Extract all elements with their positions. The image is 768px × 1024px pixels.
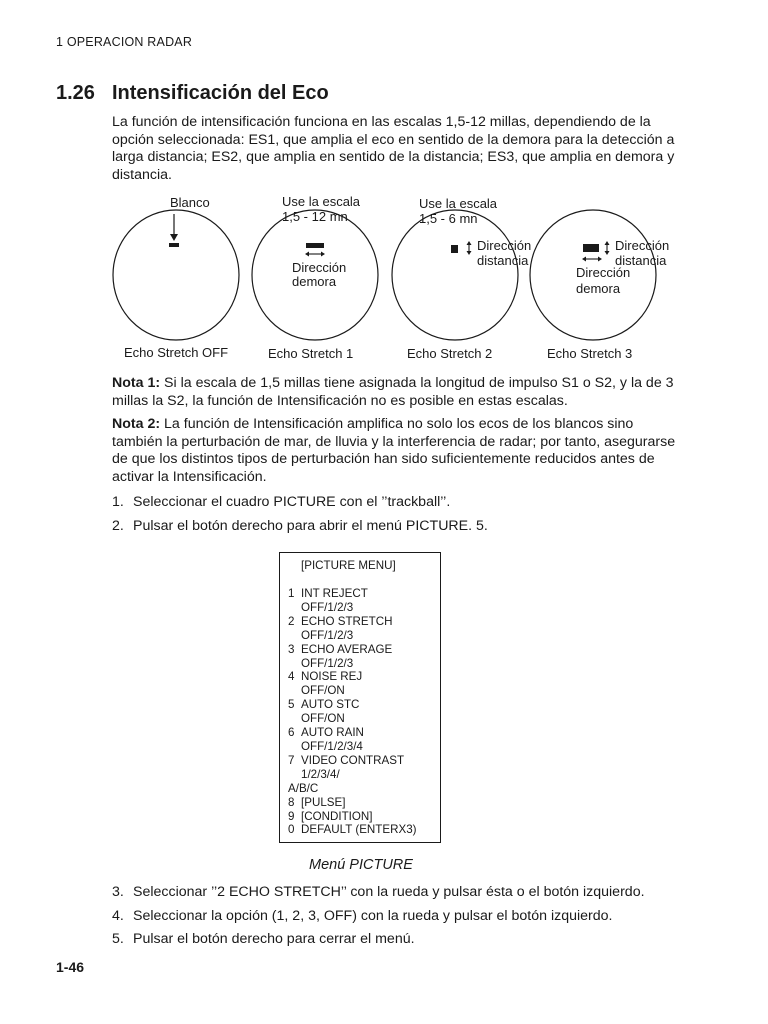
- step-item: [112, 908, 692, 926]
- caption-echo-stretch-1: Echo Stretch 1: [268, 346, 354, 361]
- step-text: Seleccionar la opción (1, 2, 3, OFF) con la rueda y pulsar el botón izquierdo.: [133, 907, 613, 924]
- menu-item-options-2: A/B/C: [288, 781, 319, 795]
- steps-list-1: [112, 494, 692, 541]
- menu-item-number: 4: [288, 670, 295, 684]
- step-text: Pulsar el botón derecho para cerrar el menú.: [133, 931, 415, 947]
- menu-item: [288, 823, 417, 837]
- target-echo-es3: [583, 244, 599, 252]
- section-heading: [56, 82, 329, 105]
- menu-item-options: OFF/ON: [301, 684, 345, 698]
- menu-item: [288, 726, 417, 740]
- target-echo-es2: [451, 245, 458, 253]
- menu-item-options: OFF/ON: [301, 712, 345, 726]
- menu-item: [288, 643, 417, 657]
- bearing-arrow-icon: [305, 252, 325, 257]
- note-2: [112, 416, 678, 486]
- menu-item-label: DEFAULT (ENTERX3): [301, 823, 417, 837]
- menu-item-number: 1: [288, 587, 295, 600]
- scope-circle-es2: [392, 210, 518, 340]
- menu-item-label: [PULSE]: [301, 795, 346, 809]
- menu-item: [288, 796, 417, 810]
- scale-note-es2-line2: 1,5 - 6 mn: [419, 211, 478, 226]
- menu-item-options: 1/2/3/4/: [301, 767, 340, 781]
- step-item: [112, 931, 692, 949]
- es3-bearing-line1: Dirección: [576, 265, 631, 280]
- menu-item-number: 3: [288, 642, 295, 656]
- scale-note-es1-line2: 1,5 - 12 mn: [282, 209, 348, 224]
- scale-note-es1-line1: Use la escala: [282, 194, 361, 209]
- menu-item-number: 2: [288, 614, 295, 628]
- menu-item: [288, 810, 417, 824]
- menu-item-number: 8: [288, 795, 295, 809]
- step-number: 5.: [112, 931, 124, 947]
- caption-echo-stretch-off: Echo Stretch OFF: [124, 345, 229, 360]
- step-number: 3.: [112, 884, 124, 900]
- menu-item: [288, 754, 417, 768]
- menu-item-label: NOISE REJ: [301, 670, 363, 684]
- menu-item-options: OFF/1/2/3/4: [301, 739, 363, 753]
- menu-item: [288, 670, 417, 684]
- range-arrow-icon: [467, 241, 472, 255]
- step-item: [112, 518, 692, 536]
- note-1: [112, 375, 678, 410]
- section-number: 1.26: [56, 82, 95, 104]
- section-title: Intensificación del Eco: [112, 82, 329, 104]
- picture-menu-title: [PICTURE MENU]: [301, 559, 396, 572]
- es2-direction-line2: distancia: [477, 253, 529, 268]
- caption-echo-stretch-2: Echo Stretch 2: [407, 346, 493, 361]
- menu-item-label: ECHO STRETCH: [301, 614, 393, 628]
- intro-paragraph: La función de intensificación funciona en las escalas 1,5-12 millas, dependiendo de la opción seleccionada: ES1, que amplia el eco en sentido de la demora para la detección a larga distancia; ES2, que amplia en sentido de la distancia; ES3, que amplia en demora y distancia.: [112, 114, 675, 183]
- step-item: [112, 884, 692, 902]
- es1-direction-line1: Dirección: [292, 260, 347, 275]
- target-echo-es1: [306, 243, 324, 248]
- menu-item-number: 5: [288, 698, 295, 712]
- echo-stretch-diagram: [100, 190, 680, 370]
- step-number: 1.: [112, 494, 124, 510]
- steps-list-2: [112, 884, 692, 955]
- scale-note-es2-line1: Use la escala: [419, 196, 498, 211]
- blanco-label: Blanco: [170, 195, 210, 210]
- step-text: Seleccionar ’’2 ECHO STRETCH’’ con la rueda y pulsar ésta o el botón izquierdo.: [133, 884, 645, 900]
- es2-direction-line1: Dirección: [477, 238, 532, 253]
- range-arrow-icon: [605, 241, 610, 255]
- menu-item-label: AUTO RAIN: [301, 726, 364, 740]
- step-text: Seleccionar el cuadro PICTURE con el ’’trackball’’.: [133, 494, 451, 510]
- note-1-label: Nota 1:: [112, 375, 161, 391]
- menu-item-options: OFF/1/2/3: [301, 628, 354, 642]
- note-2-text: La función de Intensificación amplifica no solo los ecos de los blancos sino también la perturbación de mar, de lluvia y la interferencia de radar; por tanto, asegurarse de que los distintos tipos de perturbación han sido suficientemente reducidos antes de activar la Intensificación.: [112, 416, 676, 485]
- bearing-arrow-icon: [582, 257, 602, 262]
- es1-direction-line2: demora: [292, 274, 337, 289]
- menu-item: [288, 698, 417, 712]
- target-echo-off: [169, 243, 179, 247]
- menu-item-number: 9: [288, 809, 295, 823]
- menu-item-label: ECHO AVERAGE: [301, 642, 393, 656]
- picture-menu-list: [288, 587, 417, 837]
- note-2-label: Nota 2:: [112, 416, 161, 432]
- menu-item-options: OFF/1/2/3: [301, 656, 354, 670]
- step-text: Pulsar el botón derecho para abrir el menú PICTURE. 5.: [133, 517, 488, 534]
- es3-range-line1: Dirección: [615, 238, 670, 253]
- menu-item-options: OFF/1/2/3: [301, 600, 354, 614]
- page-number: 1-46: [56, 959, 85, 975]
- menu-item-label: [CONDITION]: [301, 809, 373, 823]
- note-1-text: Si la escala de 1,5 millas tiene asignada la longitud de impulso S1 o S2, y la de 3 millas la S2, la función de Intensificación no es posible en estas escalas.: [112, 375, 674, 409]
- menu-item-label: INT REJECT: [301, 587, 368, 600]
- menu-item-label: AUTO STC: [301, 698, 360, 712]
- scope-circle-off: [113, 210, 239, 340]
- blanco-arrowhead: [170, 234, 178, 241]
- menu-item-number: 6: [288, 726, 295, 740]
- menu-item-label: VIDEO CONTRAST: [301, 753, 405, 767]
- es3-range-line2: distancia: [615, 253, 667, 268]
- es3-bearing-line2: demora: [576, 281, 621, 296]
- step-number: 2.: [112, 517, 124, 534]
- step-item: [112, 494, 692, 512]
- menu-item-number: 7: [288, 753, 295, 767]
- caption-echo-stretch-3: Echo Stretch 3: [547, 346, 633, 361]
- running-header: 1 OPERACION RADAR: [56, 35, 193, 49]
- step-number: 4.: [112, 907, 124, 924]
- figure-caption: Menú PICTURE: [309, 857, 413, 873]
- menu-item: [288, 587, 417, 601]
- menu-item-number: 0: [288, 823, 295, 837]
- menu-item: [288, 615, 417, 629]
